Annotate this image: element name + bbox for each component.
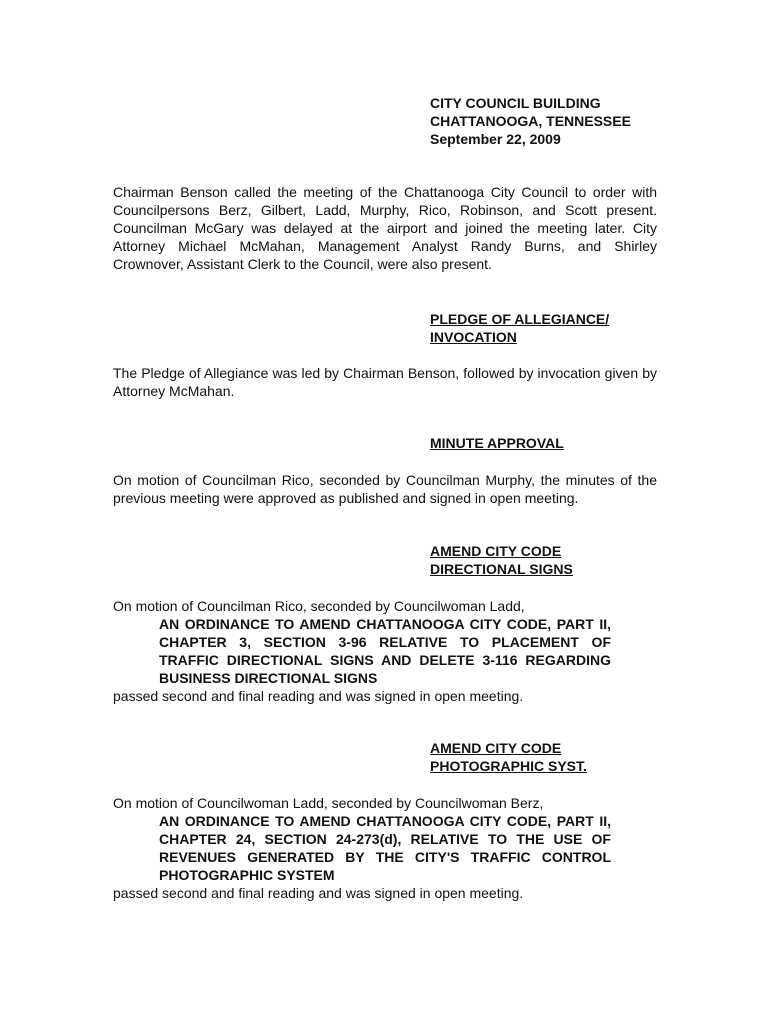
opening-paragraph: Chairman Benson called the meeting of the Chattanooga City Council to order with Councilpersons Berz, Gilbert, Ladd, Murphy, Rico, Robinson, and Scott present. Councilman McGary was delayed at the airport and joined the meeting later. City Attorney Michael McMahan, Management Analyst Randy Burns, and Shirley Crownover, Assistant Clerk to the Council, were also present. <box>113 184 657 272</box>
directional-ordinance: AN ORDINANCE TO AMEND CHATTANOOGA CITY CODE, PART II, CHAPTER 3, SECTION 3-96 RELATIVE TO PLACEMENT OF TRAFFIC DIRECTIONAL SIGNS AND DELETE 3-116 REGARDING BUSINESS DIRECTIONAL SIGNS <box>159 616 611 686</box>
minutes-paragraph: On motion of Councilman Rico, seconded by Councilman Murphy, the minutes of the previous meeting were approved as published and signed in open meeting. <box>113 472 657 506</box>
header-city: CHATTANOOGA, TENNESSEE <box>430 113 631 129</box>
minute-approval-heading: MINUTE APPROVAL <box>430 435 564 451</box>
photographic-section <box>113 794 657 902</box>
pledge-heading <box>430 310 609 346</box>
photographic-motion: On motion of Councilwoman Ladd, seconded by Councilwoman Berz, <box>113 795 544 811</box>
photographic-heading <box>430 739 587 775</box>
directional-result: passed second and final reading and was signed in open meeting. <box>113 688 524 704</box>
directional-section <box>113 597 657 705</box>
pledge-heading-line1: PLEDGE OF ALLEGIANCE/ <box>430 311 610 327</box>
directional-heading <box>430 542 573 578</box>
document-header <box>430 94 631 148</box>
photographic-ordinance: AN ORDINANCE TO AMEND CHATTANOOGA CITY CODE, PART II, CHAPTER 24, SECTION 24-273(d), RELATIVE TO THE USE OF REVENUES GENERATED BY THE CITY'S TRAFFIC CONTROL PHOTOGRAPHIC SYSTEM <box>159 813 611 883</box>
photographic-result: passed second and final reading and was signed in open meeting. <box>113 885 524 901</box>
header-date: September 22, 2009 <box>430 131 561 147</box>
photographic-heading-line2: PHOTOGRAPHIC SYST. <box>430 758 587 774</box>
directional-heading-line1: AMEND CITY CODE <box>430 543 562 559</box>
pledge-heading-line2: INVOCATION <box>430 329 517 345</box>
pledge-paragraph: The Pledge of Allegiance was led by Chairman Benson, followed by invocation given by Attorney McMahan. <box>113 365 657 399</box>
photographic-heading-line1: AMEND CITY CODE <box>430 740 562 756</box>
directional-heading-line2: DIRECTIONAL SIGNS <box>430 561 573 577</box>
directional-motion: On motion of Councilman Rico, seconded by Councilwoman Ladd, <box>113 598 525 614</box>
header-building: CITY COUNCIL BUILDING <box>430 95 601 111</box>
